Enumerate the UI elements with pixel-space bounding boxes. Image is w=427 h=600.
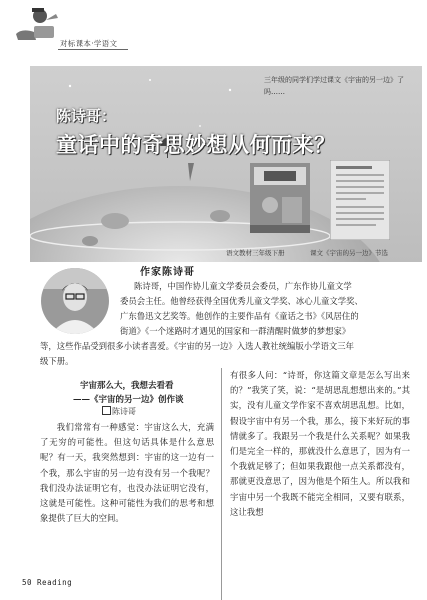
interview-subtitle: ——《宇宙的另一边》创作谈	[73, 395, 184, 405]
banner-intro: 三年级的同学们学过课文《宇宙的另一边》了吗……	[264, 76, 404, 96]
byline-box-icon	[102, 406, 111, 415]
lesson-page-image	[330, 160, 390, 240]
column-name: 对标课本·学语文	[60, 39, 118, 48]
bio-line: 委员会主任。他曾经获得全国优秀儿童文学奖、冰心儿童文学奖、	[120, 296, 363, 306]
right-column	[230, 368, 410, 520]
page-number: 50 Reading	[22, 578, 73, 587]
byline-author: 陈诗哥	[112, 407, 136, 416]
headline: 童话中的奇思妙想从何而来？	[56, 133, 336, 157]
interview-byline	[102, 406, 136, 417]
column-divider	[221, 368, 222, 600]
interview-title: 宇宙那么大，我想去看看	[80, 381, 174, 391]
bio-line: 街道》《一个迷路时才遇见的国家和一群清醒时做梦的梦想家》	[120, 326, 351, 336]
author-bio	[40, 279, 408, 369]
caption-textbook: 语文教材三年级下册	[226, 249, 285, 257]
left-column	[40, 420, 214, 526]
caption-lesson: 课文《宇宙的另一边》节选	[310, 249, 388, 257]
bio-line: 级下册。	[40, 356, 74, 366]
author-label: 作家陈诗哥	[140, 267, 195, 278]
kid-reading-logo-icon	[12, 4, 60, 42]
author-name-title: 陈诗哥：	[56, 107, 117, 125]
bio-line: 等，这些作品受到很多小读者喜爱。《宇宙的另一边》入选人教社统编版小学语文三年	[40, 341, 355, 351]
bio-line: 陈诗哥，中国作协儿童文学委员会委员，广东作协儿童文学	[134, 281, 352, 291]
paragraph: 有很多人问：“诗哥，你这篇文章是怎么写出来的？”我笑了笑，说：“是胡思乱想想出来的。”其实，没有儿童文学作家不喜欢胡思乱想。比如，假设宇宙中有另一个我，那么，接下来好玩的事情就多了。我跟另一个我是什么关系呢？如果我们是完全一样的，那就没什么意思了，因为有一个我就足够了；但如果我跟他一点关系都没有，那就更没意思了，因为他是个陌生人。所以我和宇宙中另一个我既不能完全相同，又要有联系，这让我想	[230, 370, 410, 517]
textbook-cover-image	[250, 163, 310, 233]
bio-line: 广东鲁迅文艺奖等。他创作的主要作品有《童话之书》《风居住的	[120, 311, 359, 321]
paragraph: 我们常常有一种感觉：宇宙这么大，充满了无穷的可能性。但这句话具体是什么意思呢？有一天，我突然想到：宇宙的这一边有一个我，那么宇宙的另一边有没有另一个我呢？我们没办法证明它有，也没办法证明它没有，这就是可能性。这种可能性为我们的思考和想象提供了巨大的空间。	[40, 422, 214, 524]
header-rule	[58, 49, 128, 50]
